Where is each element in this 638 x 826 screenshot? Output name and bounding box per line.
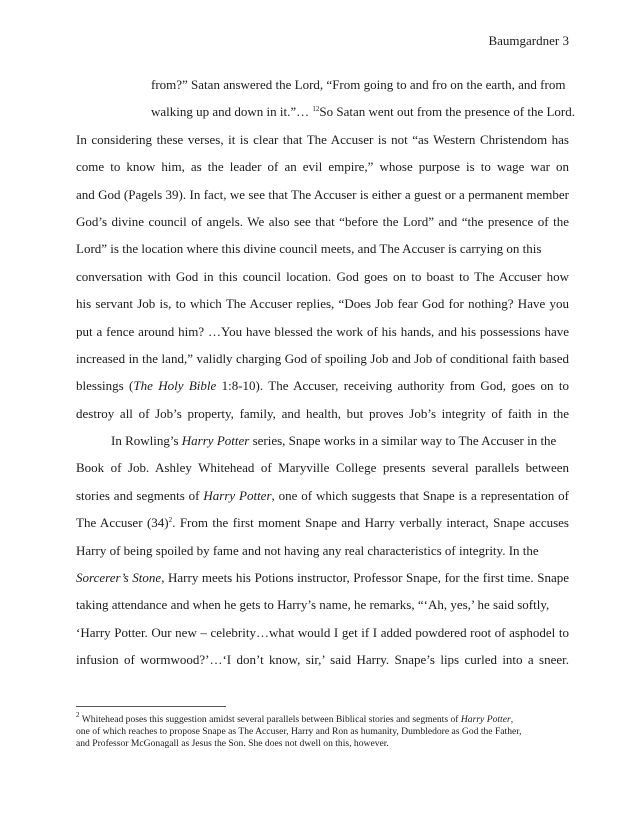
text-line: put a fence around him? …You have blessed the work of his hands, and his possessions have	[76, 323, 569, 339]
text-line: The Accuser $(34)^2$. From the first moment Snape and Harry verbally interact, Snape accuses	[76, 515, 569, 531]
footnote-separator	[76, 706, 226, 707]
footnote	[76, 711, 569, 751]
text-line: Sorcerer’s Stone, Harry meets his Potions instructor, Professor Snape, for the first time. Snape	[76, 570, 569, 586]
text-line: destroy all of Job’s property, family, and health, but proves Job’s integrity of faith in the	[76, 405, 569, 421]
running-head: Baumgardner 3	[488, 33, 569, 48]
text-line: his servant Job is, to which The Accuser replies, “Does Job fear God for nothing? Have you	[76, 296, 569, 312]
footnote-line-3: and Professor McGonagall as Jesus the Son. She does not dwell on this, however.	[76, 738, 389, 750]
verse-number: 12	[312, 105, 320, 114]
footnote-marker: 2	[76, 711, 80, 719]
text-line: conversation with God in this council location. God goes on to boast to The Accuser how	[76, 268, 569, 284]
text-line: In considering these verses, it is clear that The Accuser is not “as Western Christendom has	[76, 131, 569, 147]
quote-line-1: from?” Satan answered the Lord, “From going to and fro on the earth, and from	[151, 77, 566, 92]
text-line: Harry of being spoiled by fame and not having any real characteristics of integrity. In the	[76, 542, 539, 558]
text-line: God’s divine council of angels. We also see that “before the Lord” and “the presence of the	[76, 213, 569, 229]
quote-line-2: walking up and down in it.”… $^{12}$So Satan went out from the presence of the Lord.	[151, 104, 576, 120]
body-text	[76, 71, 576, 674]
text-line: come to know him, as the leader of an evil empire,” whose purpose is to wage war on	[76, 159, 569, 175]
text-line: ‘Harry Potter. Our new – celebrity…what would I get if I added powdered root of asphodel to	[76, 624, 569, 640]
text-line: Lord” is the location where this divine council meets, and The Accuser is carrying on this	[76, 241, 542, 257]
text-line: blessings (The Holy Bible 1:8-10). The Accuser, receiving authority from God, goes on to	[76, 378, 569, 394]
text-line: increased in the land,” validly charging God of spoiling Job and Job of conditional faith based	[76, 350, 569, 366]
text-line: stories and segments of Harry Potter, one of which suggests that Snape is a representation of	[76, 487, 569, 503]
paragraph-start-line: In Rowling’s Harry Potter series, Snape works in a similar way to The Accuser in the	[111, 433, 557, 449]
footnote-line-1: $^2$ Whitehead poses this suggestion amidst several parallels between Biblical stories and segments of Harry Potter,	[76, 711, 514, 725]
footnote-line-2: one of which reaches to propose Snape as The Accuser, Harry and Ron as humanity, Dumbledore as God the Father,	[76, 726, 522, 738]
text-line: and God (Pagels 39). In fact, we see that The Accuser is either a guest or a permanent member	[76, 186, 569, 202]
text-line: infusion of wormwood?’…‘I don’t know, sir,’ said Harry. Snape’s lips curled into a sneer.	[76, 652, 569, 668]
text-line: Book of Job. Ashley Whitehead of Maryville College presents several parallels between	[76, 460, 569, 476]
text-line: taking attendance and when he gets to Harry’s name, he remarks, “‘Ah, yes,’ he said softly,	[76, 597, 550, 613]
footnote-reference: 2	[168, 516, 173, 525]
